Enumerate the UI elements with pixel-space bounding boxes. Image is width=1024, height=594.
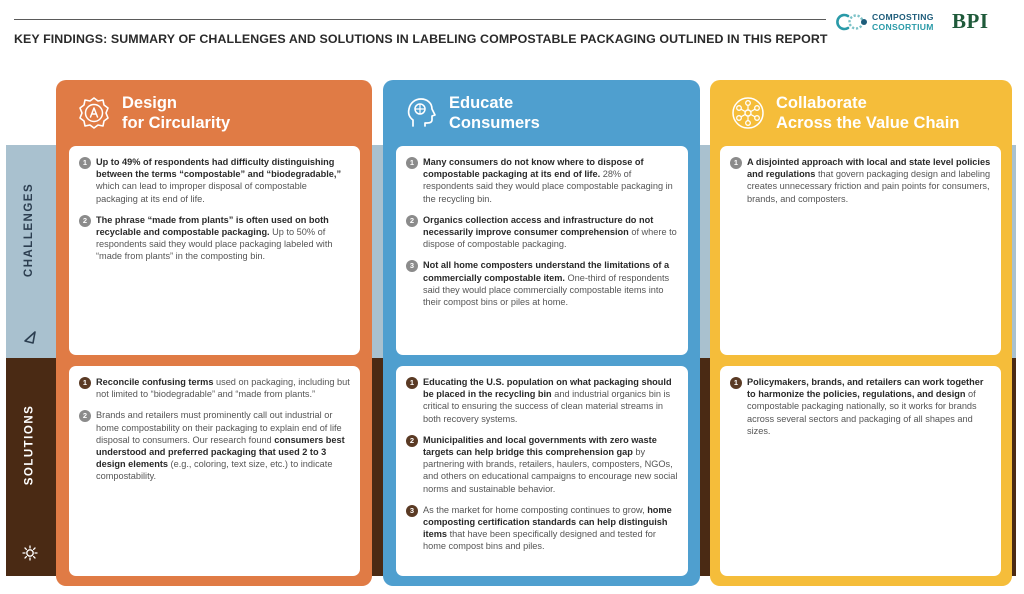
challenges-label-text: CHALLENGES <box>23 182 36 278</box>
item-text: 28% of respondents said they would place compostable packaging in the recycling bin. <box>423 169 673 204</box>
brain-head-icon <box>403 95 439 131</box>
item-text: Brands and retailers must prominently call out industrial or home compostability on their packaging to explain end of life disposal to consumers. Our research found <box>96 410 342 445</box>
item-bold-text: Municipalities and local governments with zero waste targets can help bridge this comprehension gap <box>423 434 657 458</box>
item-bold-text: Reconcile confusing terms <box>96 377 214 387</box>
column-educate-consumers <box>383 80 700 586</box>
page-title: KEY FINDINGS: SUMMARY OF CHALLENGES AND SOLUTIONS IN LABELING COMPOSTABLE PACKAGING OUTLINED IN THIS REPORT <box>14 32 828 46</box>
item-text: by partnering with brands, retailers, haulers, composters, NGOs, and others on educational campaigns to encourage new social norms and sustainable behavior. <box>423 447 678 494</box>
challenges-row-label <box>6 150 52 310</box>
item-bold-text: home composting certification standards can help distinguish items <box>423 504 672 540</box>
column-title-line2: for Circularity <box>122 114 231 132</box>
bpi-logo-text: BPI <box>952 9 989 33</box>
challenge-item <box>79 214 350 263</box>
challenge-item <box>406 156 678 205</box>
column-header <box>70 92 362 142</box>
item-number: 2 <box>406 435 418 447</box>
challenges-card <box>720 146 1001 355</box>
item-number: 2 <box>79 410 91 422</box>
warning-triangle-icon <box>21 328 39 346</box>
solutions-card <box>69 366 360 576</box>
challenge-item <box>730 156 991 205</box>
column-collaborate-value-chain <box>710 80 1012 586</box>
composting-consortium-logo <box>836 10 946 34</box>
challenges-card <box>69 146 360 355</box>
item-bold-text: Up to 49% of respondents had difficulty distinguishing between the terms “compostable” and “biodegradable,” <box>96 157 342 180</box>
solution-item <box>730 376 991 437</box>
solution-item <box>406 504 678 553</box>
item-text: that have been specifically designed and tested for home compost bins and piles. <box>423 529 656 552</box>
bpi-logo <box>952 9 989 34</box>
solution-item <box>406 376 678 425</box>
item-text: of where to dispose of compostable packaging. <box>423 227 677 250</box>
column-design-for-circularity <box>56 80 372 586</box>
item-number: 1 <box>79 157 91 169</box>
item-text: One-third of respondents said they would place commercially compostable items into their compost bins or piles at home. <box>423 272 670 308</box>
solutions-card <box>396 366 688 576</box>
challenge-item <box>406 214 678 251</box>
composting-consortium-mark-icon <box>836 12 870 32</box>
column-header <box>397 92 690 142</box>
item-bold-text: Many consumers do not know where to dispose of compostable packaging at its end of life. <box>423 157 644 180</box>
item-number: 1 <box>406 377 418 389</box>
column-title <box>776 93 1016 133</box>
column-title-line1: Design <box>122 94 178 112</box>
solutions-row-label <box>6 370 52 520</box>
item-text: Up to 50% of respondents said they would place packaging labeled with “made from plants” in the composting bin. <box>96 227 333 262</box>
column-title <box>122 93 362 133</box>
item-text: of compostable packaging nationally, so it works for brands across several sectors and packaging of all shapes and sizes. <box>747 389 977 436</box>
item-number: 1 <box>79 377 91 389</box>
item-bold-text: Educating the U.S. population on what packaging should be placed in the recycling bin <box>423 377 672 400</box>
item-text: which can lead to improper disposal of compostable packaging at its end of life. <box>96 181 307 204</box>
item-bold-text: Organics collection access and infrastructure do not necessarily improve consumer comprehension <box>423 214 654 238</box>
challenge-item <box>406 259 678 308</box>
solutions-card <box>720 366 1001 576</box>
item-text: (e.g., coloring, text size, etc.) to indicate compostability. <box>96 459 333 482</box>
item-number: 2 <box>79 215 91 227</box>
item-text: that govern packaging design and labeling creates unnecessary friction and pain points for consumers, brands, and composters. <box>747 169 991 204</box>
item-bold-text: Not all home composters understand the limitations of a commercially compostable item. <box>423 260 670 283</box>
item-bold-text: consumers best understood and preferred packaging that used 2 to 3 design elements <box>96 434 345 470</box>
item-text: and industrial organics bin is critical to ensuring the success of clean material streams in both recovery systems. <box>423 389 671 424</box>
item-bold-text: A disjointed approach with local and state level policies and regulations <box>747 157 991 180</box>
lightbulb-icon <box>21 544 39 562</box>
circularity-icon <box>76 95 112 131</box>
item-number: 3 <box>406 260 418 272</box>
solutions-label-text: SOLUTIONS <box>23 404 35 486</box>
item-number: 2 <box>406 215 418 227</box>
item-number: 3 <box>406 505 418 517</box>
header-rule <box>14 19 826 20</box>
network-icon <box>730 95 766 131</box>
item-number: 1 <box>730 157 742 169</box>
column-title-line2: Consumers <box>449 114 540 132</box>
solution-item <box>79 409 350 482</box>
challenge-item <box>79 156 350 205</box>
item-text: As the market for home composting continues to grow, <box>423 504 648 515</box>
item-text: used on packaging, including but not limited to “biodegradable” and “made from plants.” <box>96 377 350 400</box>
item-bold-text: Policymakers, brands, and retailers can work together to harmonize the policies, regulations, and design <box>747 377 984 400</box>
challenges-card <box>396 146 688 355</box>
column-title <box>449 93 689 133</box>
column-title-line1: Collaborate <box>776 94 867 112</box>
logo-text-line2: CONSORTIUM <box>872 22 934 32</box>
column-title-line1: Educate <box>449 94 514 112</box>
item-number: 1 <box>406 157 418 169</box>
item-bold-text: The phrase “made from plants” is often used on both recyclable and compostable packaging. <box>96 214 329 238</box>
column-title-line2: Across the Value Chain <box>776 114 960 132</box>
logo-text-line1: COMPOSTING <box>872 12 934 22</box>
solution-item <box>406 434 678 495</box>
solution-item <box>79 376 350 400</box>
column-header <box>724 92 1002 142</box>
item-number: 1 <box>730 377 742 389</box>
